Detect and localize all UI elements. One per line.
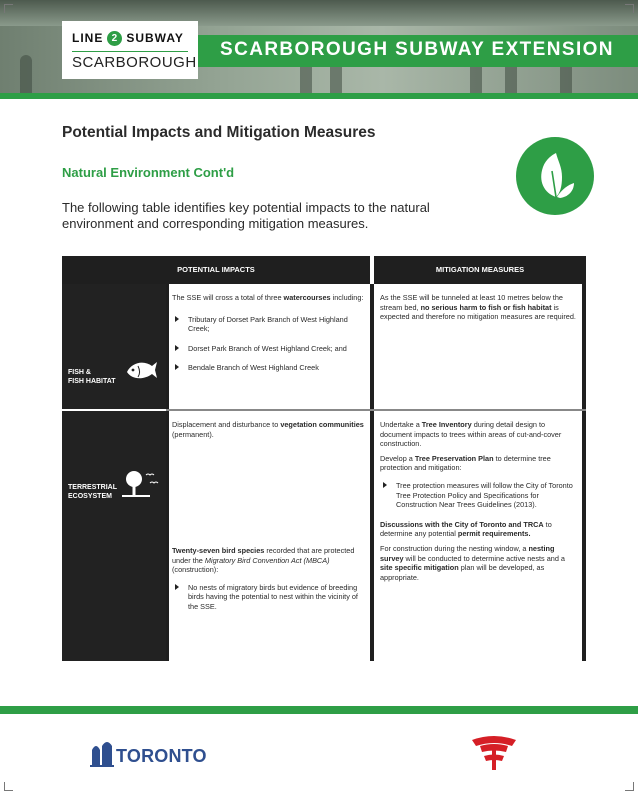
section-subtitle: Natural Environment Cont'd: [62, 165, 235, 180]
list-item: Tributary of Dorset Park Branch of West Highland Creek;: [172, 315, 364, 334]
terrestrial-label-line1: TERRESTRIAL: [68, 484, 117, 491]
list-item: No nests of migratory birds but evidence of breeding birds having the potential to nest within the vicinity of the SSE.: [172, 583, 364, 612]
header-potential-impacts: POTENTIAL IMPACTS: [62, 256, 370, 284]
list-item: Bendale Branch of West Highland Creek: [172, 363, 364, 373]
logo-place-text: SCARBOROUGH: [72, 54, 197, 71]
crop-mark: [4, 4, 13, 13]
logo-divider: [72, 51, 188, 52]
toronto-wordmark: TORONTO: [116, 746, 207, 766]
fish-label-line1: FISH &: [68, 369, 91, 376]
terrestrial-label-line2: ECOSYSTEM: [68, 493, 112, 500]
fish-impacts-cell: The SSE will cross a total of three watercourses including: Tributary of Dorset Park Branch of West Highland Creek; Dorset Park Branch of West Highland Creek; and Bendale Branch of West Highland Creek: [172, 293, 364, 373]
fish-label-line2: FISH HABITAT: [68, 378, 116, 385]
logo-number: 2: [107, 31, 122, 46]
tree-icon: [120, 469, 160, 506]
header-mitigation-measures: MITIGATION MEASURES: [374, 256, 586, 284]
logo-line-text: LINE: [72, 31, 104, 45]
crop-mark: [4, 782, 13, 791]
list-item: Tree protection measures will follow the City of Toronto Tree Protection Policy and Specifications for Construction Near Trees Guidelines (2013).: [380, 481, 578, 510]
vegetation-impact: Displacement and disturbance to vegetation communities (permanent).: [172, 420, 364, 439]
impacts-table: [62, 256, 586, 661]
list-item: Dorset Park Branch of West Highland Creek; and: [172, 344, 364, 354]
tree-protection-list: [380, 481, 578, 510]
fish-icon: [124, 356, 158, 389]
ttc-logo: [466, 734, 522, 779]
watercourse-list: [172, 315, 364, 373]
fish-mitigation-cell: As the SSE will be tunneled at least 10 metres below the stream bed, no serious harm to fish or fish habitat is expected and therefore no mitigation measures are required.: [380, 293, 576, 322]
crop-mark: [625, 782, 634, 791]
row-label-fish: [62, 284, 166, 409]
city-hall-icon: [90, 740, 114, 768]
intro-paragraph: The following table identifies key potential impacts to the natural environment and corresponding mitigation measures.: [62, 200, 430, 231]
leaf-icon: [516, 137, 594, 215]
row-label-terrestrial: [62, 411, 166, 661]
terrestrial-mitigation-cell: Undertake a Tree Inventory during detail design to document impacts to trees within areas of cut-and-cover construction. Develop a Tree Preservation Plan to determine tree protection and mitigation: Tree protection measures will follow the City of Toronto Tree Protection Policy and Specifications for Construction Near Trees Guidelines (2013). Discussions with the City of Toronto and TRCA to determine any potential permit requirements. For construction during the nesting window, a nesting survey will be conducted to determine active nests and a site specific mitigation plan will be developed, as appropriate.: [380, 420, 578, 587]
column-divider-right: [582, 284, 586, 661]
footer-divider: [0, 706, 638, 714]
header-title: SCARBOROUGH SUBWAY EXTENSION: [220, 39, 614, 60]
column-divider-left: [166, 284, 169, 661]
row-divider: [166, 409, 586, 411]
logo-subway-text: SUBWAY: [126, 31, 184, 45]
bird-species-impact: Twenty-seven bird species recorded that are protected under the Migratory Bird Convention Act (MBCA) (construction): No nests of migratory birds but evidence of breeding birds having the potential to nest within the vicinity of the SSE.: [172, 546, 364, 622]
header-banner: [0, 0, 638, 93]
page-title: Potential Impacts and Mitigation Measures: [62, 124, 376, 141]
bird-list: [172, 583, 364, 612]
crop-mark: [625, 4, 634, 13]
header-divider: [0, 93, 638, 99]
line2-logo: [62, 21, 198, 79]
column-divider-middle: [370, 284, 374, 661]
title-band: [198, 35, 638, 67]
